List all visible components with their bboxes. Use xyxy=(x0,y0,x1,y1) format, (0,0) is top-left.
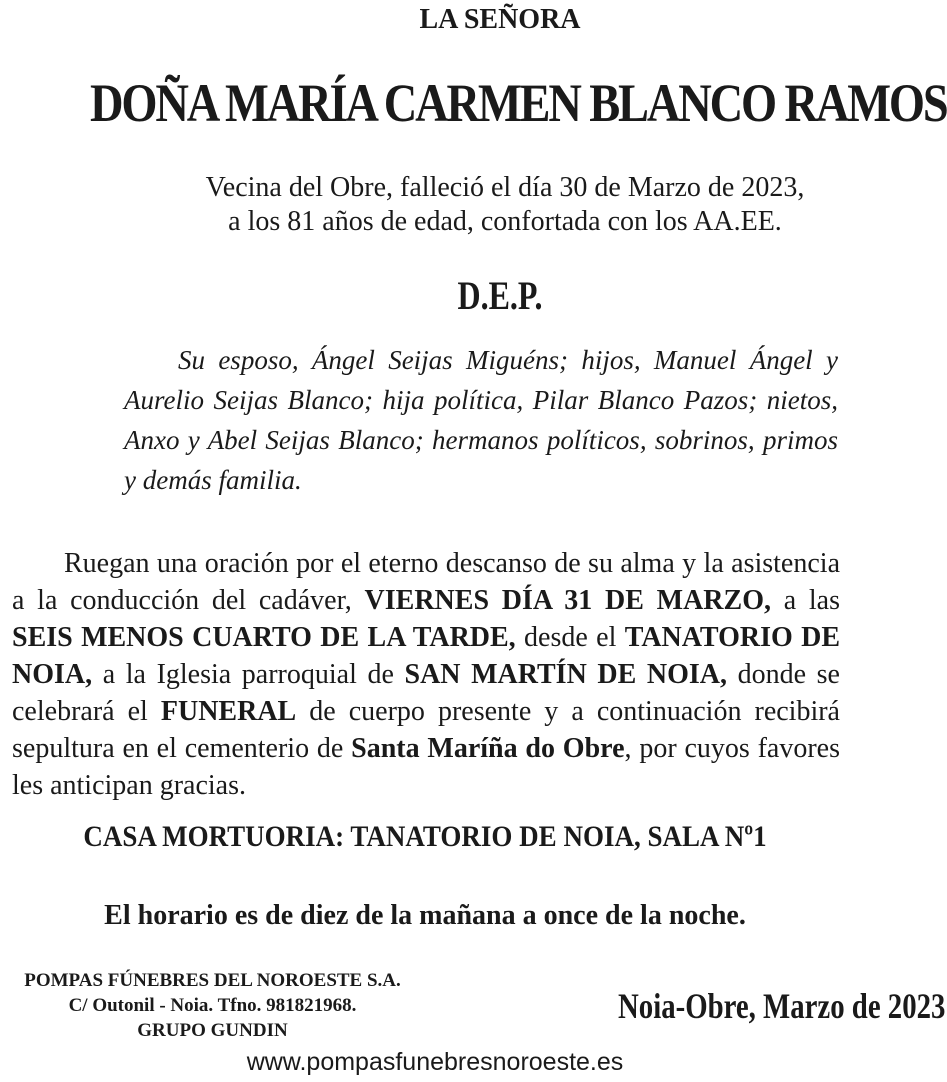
family-paragraph xyxy=(124,340,838,500)
service-funeral: FUNERAL xyxy=(160,696,297,727)
service-church: SAN MARTÍN DE NOIA, xyxy=(404,659,728,690)
service-origin: TANATORIO DE NOIA, xyxy=(12,622,840,690)
service-text-3: desde el xyxy=(515,622,625,653)
death-details-line1: Vecina del Obre, falleció el día 30 de Marzo de 2023, xyxy=(205,172,805,203)
website-link[interactable]: www.pompasfunebresnoroeste.es xyxy=(246,1048,624,1076)
company-group: GRUPO GUNDIN xyxy=(137,1020,288,1041)
death-details xyxy=(170,171,840,239)
service-text-5: donde se celebrará el xyxy=(12,659,840,727)
company-name: POMPAS FÚNEBRES DEL NOROESTE S.A. xyxy=(24,970,401,991)
company-block xyxy=(0,968,425,1043)
service-text-2: a las xyxy=(771,585,841,616)
service-text-6: de cuerpo presente y a continuación recibirá sepultura en el cementerio de xyxy=(12,696,840,764)
dep-heading: D.E.P. xyxy=(457,273,543,318)
service-cemetery: Santa Maríña do Obre xyxy=(351,733,625,764)
service-paragraph xyxy=(12,545,840,804)
service-text-4: a la Iglesia parroquial de xyxy=(92,659,405,690)
honorific-heading: LA SEÑORA xyxy=(419,4,581,35)
service-text-1: Ruegan una oración por el eterno descanso de su alma y la asistencia a la conducción del cadáver, xyxy=(12,548,840,616)
funeral-home-heading: CASA MORTUORIA: TANATORIO DE NOIA, SALA Nº1 xyxy=(83,820,767,853)
deceased-name: DOÑA MARÍA CARMEN BLANCO RAMOS xyxy=(90,73,947,133)
place-date: Noia-Obre, Marzo de 2023 xyxy=(618,986,946,1026)
service-day: VIERNES DÍA 31 DE MARZO, xyxy=(364,585,771,616)
service-time: SEIS MENOS CUARTO DE LA TARDE, xyxy=(12,622,516,653)
family-text: Su esposo, Ángel Seijas Miguéns; hijos, Manuel Ángel y Aurelio Seijas Blanco; hija política, Pilar Blanco Pazos; nietos, Anxo y Abel Seijas Blanco; hermanos políticos, sobrinos, primos y demás familia. xyxy=(124,345,838,495)
company-address: C/ Outonil - Noia. Tfno. 981821968. xyxy=(68,995,357,1016)
death-details-line2: a los 81 años de edad, confortada con los AA.EE. xyxy=(228,206,782,237)
visiting-hours: El horario es de diez de la mañana a once de la noche. xyxy=(104,900,746,931)
service-text-7: , por cuyos favores les anticipan gracias. xyxy=(12,733,840,801)
